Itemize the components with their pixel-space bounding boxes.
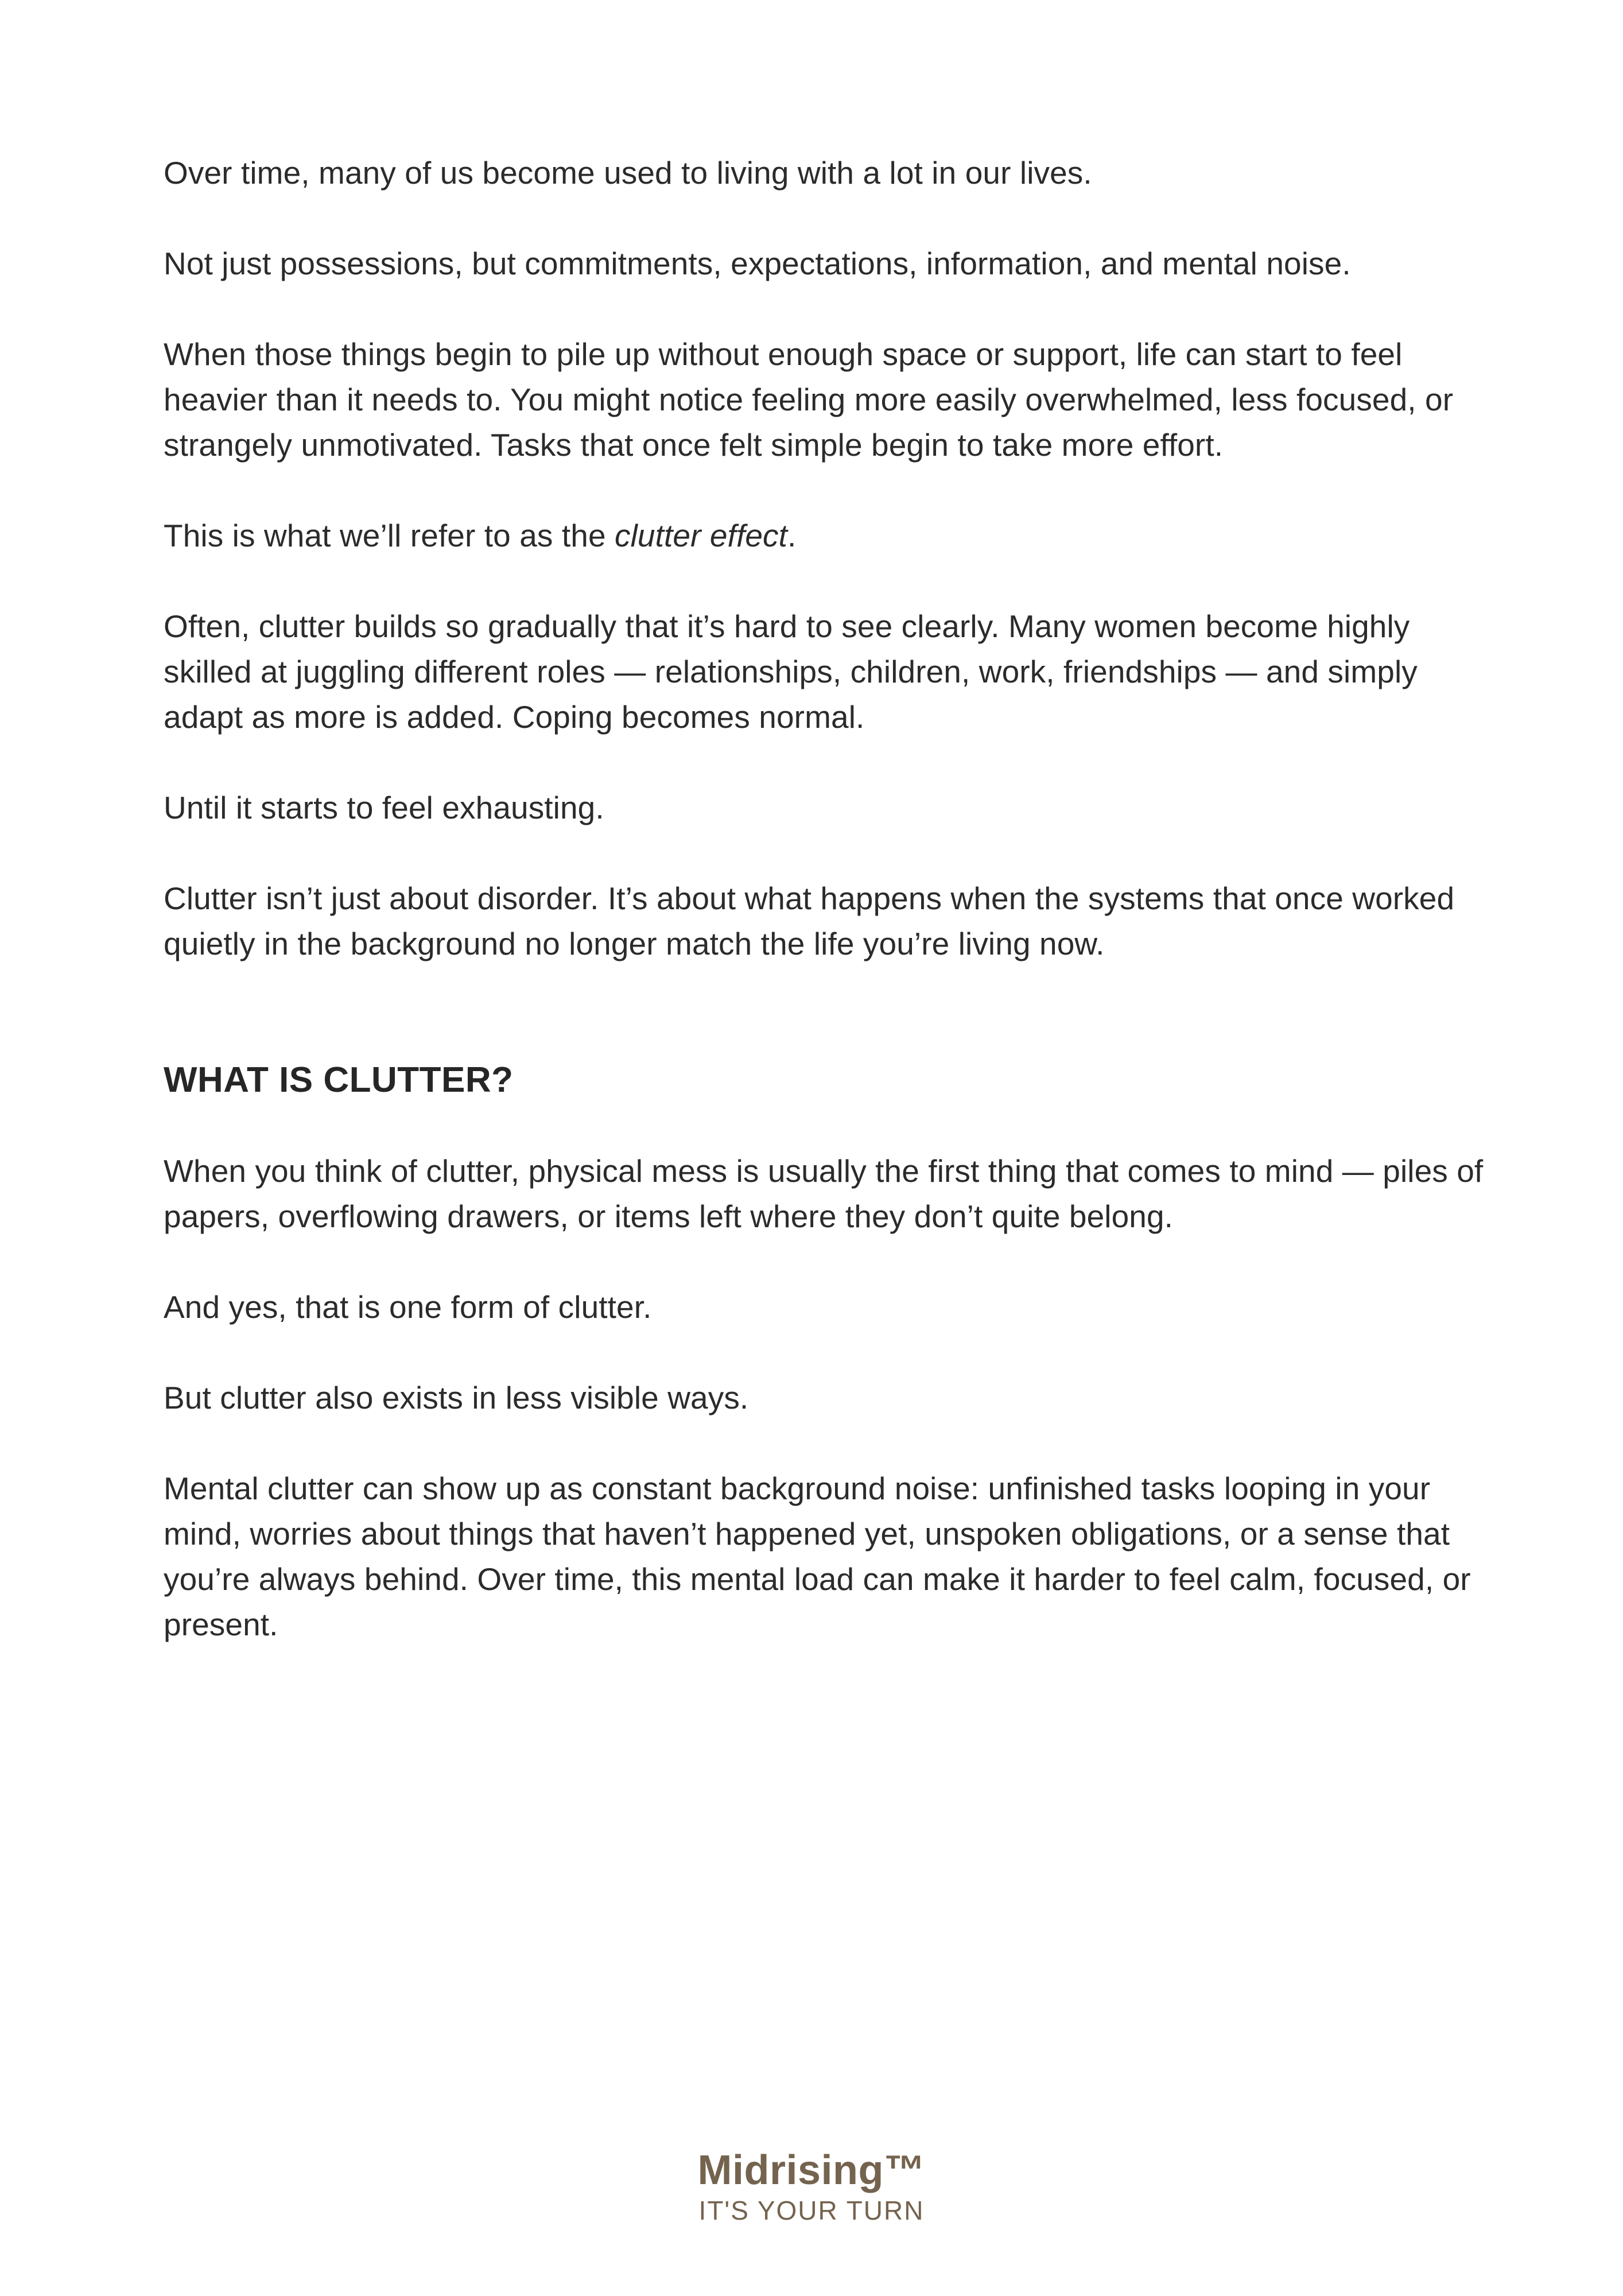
paragraph-intro-3: When those things begin to pile up without enough space or support, life can start to feel heavier than it needs to. You might notice feeling more easily overwhelmed, less focused, or strangely unmotivated. Tasks that once felt simple begin to take more effort. <box>164 336 1454 463</box>
paragraph-section-3: But clutter also exists in less visible ways. <box>164 1380 749 1415</box>
section-heading: WHAT IS CLUTTER? <box>164 1060 514 1100</box>
brand-tagline: IT'S YOUR TURN <box>698 2196 925 2225</box>
paragraph-middle-1: Often, clutter builds so gradually that it’s hard to see clearly. Many women become highly skilled at juggling different roles — relationships, children, work, friendships — and simply adapt as more is added. Coping becomes normal. <box>164 608 1418 735</box>
brand-logo-text: Midrising™ <box>697 2147 926 2193</box>
clutter-effect-term: clutter effect <box>615 518 787 553</box>
paragraph-section-2: And yes, that is one form of clutter. <box>164 1289 652 1325</box>
paragraph-clutter-effect <box>164 513 1484 559</box>
clutter-effect-lead: This is what we’ll refer to as the <box>164 518 615 553</box>
paragraph-section-1: When you think of clutter, physical mess is usually the first thing that comes to mind — piles of papers, overflowing drawers, or items left where they don’t quite belong. <box>164 1153 1484 1234</box>
paragraph-middle-3: Clutter isn’t just about disorder. It’s about what happens when the systems that once worked quietly in the background no longer match the life you’re living now. <box>164 881 1455 961</box>
clutter-effect-tail: . <box>787 518 797 553</box>
document-body <box>164 150 1484 1693</box>
paragraph-intro-2: Not just possessions, but commitments, expectations, information, and mental noise. <box>164 246 1351 281</box>
paragraph-section-4: Mental clutter can show up as constant background noise: unfinished tasks looping in your mind, worries about things that haven’t happened yet, unspoken obligations, or a sense that you’re always behind. Over time, this mental load can make it harder to feel calm, focused, or present. <box>164 1471 1471 1642</box>
page-footer <box>0 2146 1623 2226</box>
paragraph-intro-1: Over time, many of us become used to living with a lot in our lives. <box>164 155 1092 191</box>
paragraph-middle-2: Until it starts to feel exhausting. <box>164 790 604 825</box>
